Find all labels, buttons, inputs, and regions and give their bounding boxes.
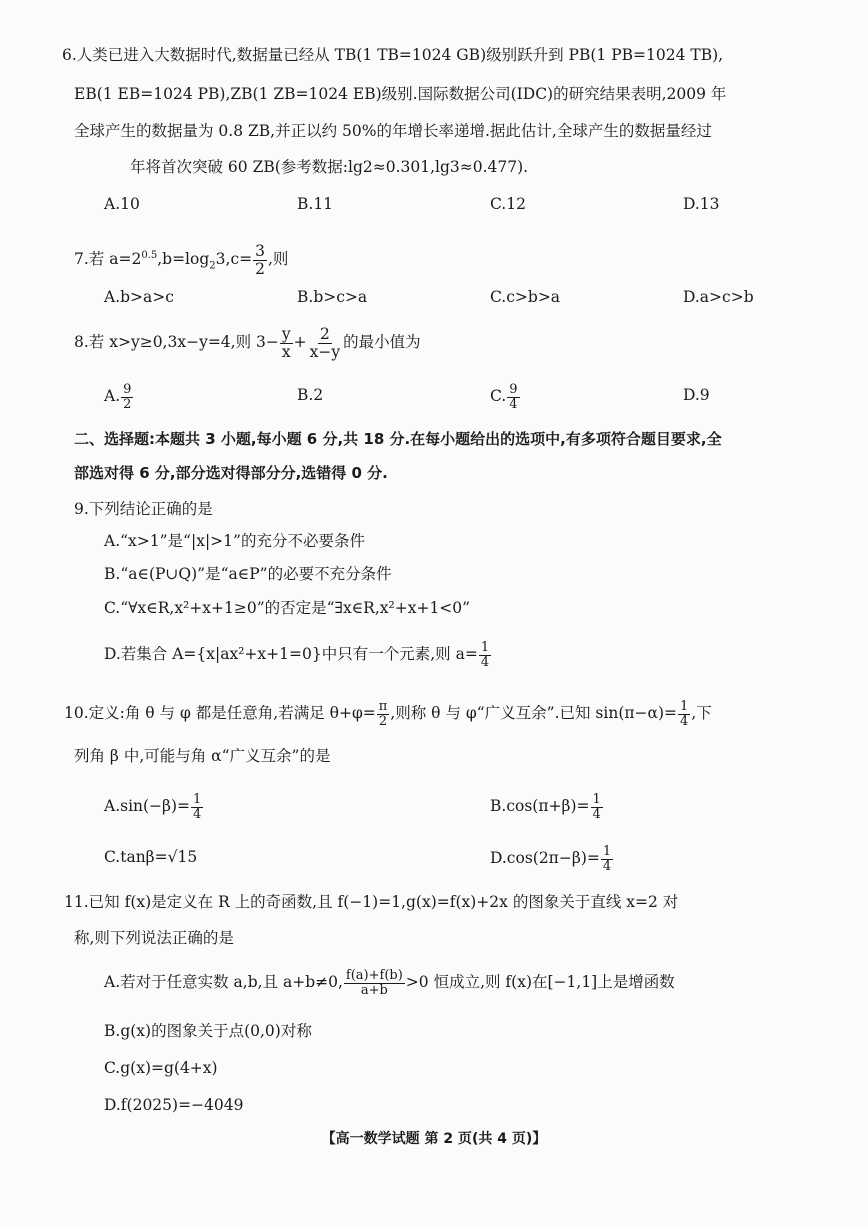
q6-line3: 全球产生的数据量为 0.8 ZB,并正以约 50%的年增长率递增.据此估计,全球产生的数据量经过 xyxy=(74,122,712,140)
q6-option-d: D.13 xyxy=(683,195,720,213)
q8-option-a: A. $\frac{9}{2}$ xyxy=(104,381,132,412)
q7-option-d: D.a>c>b xyxy=(683,288,754,306)
q10-line1: 10.定义:角 θ 与 φ 都是任意角,若满足 θ+φ= $\frac{\pi}{2}$ ,则称 θ 与 φ“广义互余”.已知 sin(π−α)= $\frac{1}{4}$ ,下 xyxy=(64,698,712,729)
q7-option-b: B.b>c>a xyxy=(297,288,368,306)
q8-fraction-y-x: $\frac{y}{x}$ xyxy=(281,325,291,361)
q10-option-a: A.sin(−β)= $\frac{1}{4}$ xyxy=(104,791,202,822)
q9-option-b: B.“a∈(P∪Q)”是“a∈P”的必要不充分条件 xyxy=(104,565,392,583)
q10-option-b: B.cos(π+β)= $\frac{1}{4}$ xyxy=(490,791,601,822)
q11-option-d: D.f(2025)=−4049 xyxy=(104,1096,244,1114)
q11-option-b: B.g(x)的图象关于点(0,0)对称 xyxy=(104,1022,312,1040)
q8-fraction-2: $\frac{2}{x-y}$ xyxy=(309,325,341,361)
q11-line1: 11.已知 f(x)是定义在 R 上的奇函数,且 f(−1)=1,g(x)=f(x)+2x 的图象关于直线 x=2 对 xyxy=(64,893,679,911)
section2-line1: 二、选择题:本题共 3 小题,每小题 6 分,共 18 分.在每小题给出的选项中,有多项符合题目要求,全 xyxy=(74,430,722,448)
q6-option-c: C.12 xyxy=(490,195,526,213)
q7-stem: 7.若 $a=2^{0.5},b=\log_23,c=$ $\frac{3}{2}$ ,则 xyxy=(74,242,289,278)
q7-option-a: A.b>a>c xyxy=(104,288,174,306)
page-footer: 【高一数学试题 第 2 页(共 4 页)】 xyxy=(321,1131,547,1147)
q10-option-d: D.cos(2π−β)= $\frac{1}{4}$ xyxy=(490,843,612,874)
q9-option-d: D.若集合 A={x|ax²+x+1=0}中只有一个元素,则 a= $\frac{1}{4}$ xyxy=(104,639,490,670)
q6-line2: EB(1 EB=1024 PB),ZB(1 ZB=1024 EB)级别.国际数据公司(IDC)的研究结果表明,2009 年 xyxy=(74,85,727,103)
q6-option-a: A.10 xyxy=(104,195,140,213)
q9-option-a: A.“x>1”是“|x|>1”的充分不必要条件 xyxy=(104,532,365,550)
q8-option-d: D.9 xyxy=(683,386,710,404)
q9-stem: 9.下列结论正确的是 xyxy=(74,500,213,518)
q7-option-c: C.c>b>a xyxy=(490,288,561,306)
q8-stem: 8.若 x>y≥0,3x−y=4,则 3− $\frac{y}{x}$ + $\frac{2}{x-y}$ 的最小值为 xyxy=(74,325,421,361)
q6-line4: 年将首次突破 60 ZB(参考数据:lg2≈0.301,lg3≈0.477). xyxy=(130,158,529,176)
q10-line2: 列角 β 中,可能与角 α“广义互余”的是 xyxy=(74,747,331,765)
q9-option-c: C.“∀x∈R,x²+x+1≥0”的否定是“∃x∈R,x²+x+1<0” xyxy=(104,599,471,617)
q6-option-b: B.11 xyxy=(297,195,334,213)
section2-line2: 部选对得 6 分,部分选对得部分分,选错得 0 分. xyxy=(74,464,388,482)
q11-line2: 称,则下列说法正确的是 xyxy=(74,929,234,947)
q7-c-fraction: $\frac{3}{2}$ xyxy=(255,242,265,278)
q11-option-a: A.若对于任意实数 a,b,且 a+b≠0, $\frac{f(a)+f(b)}{a+b}$ >0 恒成立,则 f(x)在[−1,1]上是增函数 xyxy=(104,967,675,998)
q11-option-c: C.g(x)=g(4+x) xyxy=(104,1059,218,1077)
q10-option-c: C.tanβ=√15 xyxy=(104,848,198,866)
q6-line1: 6.人类已进入大数据时代,数据量已经从 TB(1 TB=1024 GB)级别跃升到 PB(1 PB=1024 TB), xyxy=(62,46,724,64)
q8-option-b: B.2 xyxy=(297,386,324,404)
q8-option-c: C. $\frac{9}{4}$ xyxy=(490,381,518,412)
